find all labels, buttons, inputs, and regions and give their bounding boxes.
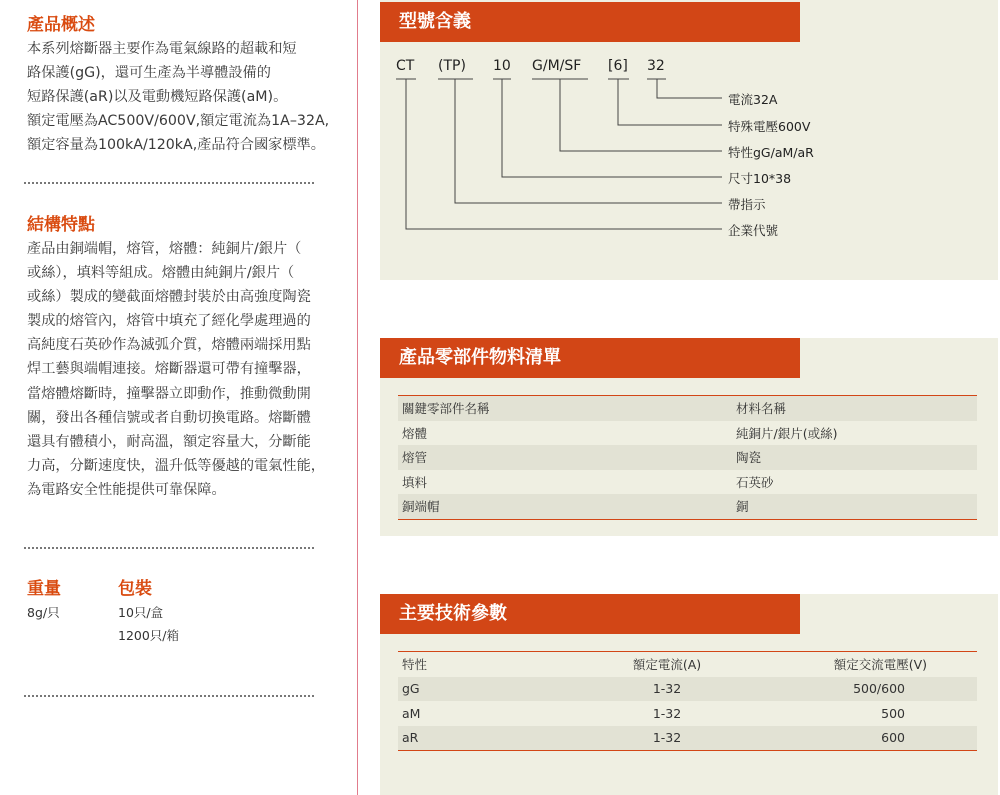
specs-table	[398, 651, 977, 751]
model-meaning: 電流32A	[728, 92, 778, 107]
structure-text	[27, 237, 327, 502]
overview-line: 額定容量為100kA/120kA,產品符合國家標準。	[27, 137, 325, 154]
structure-line: 當熔體熔斷時，撞擊器立即動作，推動微動開	[27, 385, 311, 402]
table-cell: aM	[402, 705, 421, 721]
table-cell: 銅端帽	[398, 494, 732, 519]
left-column	[0, 0, 358, 795]
model-diagram-lines	[380, 0, 998, 280]
dotted-divider	[24, 547, 314, 549]
structure-line: 關，發出各種信號或者自動切換電路。熔斷體	[27, 409, 311, 426]
model-panel	[380, 0, 998, 280]
bom-banner: 產品零部件物料清單	[380, 338, 800, 378]
bom-panel	[380, 338, 998, 536]
model-segment: 32	[647, 58, 665, 74]
table-row	[398, 701, 977, 726]
structure-line: 還具有體積小，耐高溫，額定容量大，分斷能	[27, 433, 311, 450]
overview-line: 本系列熔斷器主要作為電氣線路的超載和短	[27, 41, 297, 57]
table-row	[398, 421, 977, 446]
model-meaning: 帶指示	[728, 197, 766, 212]
table-row	[398, 494, 977, 519]
structure-line: 或絲）製成的變截面熔體封裝於由高強度陶瓷	[27, 289, 311, 306]
structure-line: 製成的熔管內，熔管中填充了經化學處理過的	[27, 313, 311, 330]
packing-value: 1200只/箱	[118, 628, 180, 643]
structure-line: 為電路安全性能提供可靠保障。	[27, 481, 226, 498]
overview-line: 短路保護(aR)以及電動機短路保護(aM)。	[27, 89, 288, 106]
table-row	[398, 677, 977, 702]
table-cell: 銅	[732, 494, 977, 519]
overview-line: 路保護(gG)，還可生產為半導體設備的	[27, 65, 271, 82]
table-header: 材料名稱	[732, 396, 977, 421]
structure-line: 高純度石英砂作為滅弧介質，熔體兩端採用點	[27, 337, 311, 354]
table-header-row	[398, 396, 977, 421]
overview-text	[27, 37, 330, 157]
table-cell: 1-32	[592, 726, 742, 751]
model-segment: CT	[396, 58, 415, 74]
table-cell: 熔體	[402, 425, 428, 441]
overview-line: 額定電壓為AC500V/600V,額定電流為1A–32A,	[27, 113, 330, 130]
bom-table	[398, 395, 977, 520]
weight-value: 8g/只	[27, 605, 60, 620]
model-segment: 10	[493, 58, 511, 74]
packing-title: 包裝	[118, 579, 152, 599]
dotted-divider	[24, 695, 314, 697]
table-cell: 填料	[402, 474, 428, 490]
table-cell: 500/600	[742, 677, 977, 702]
specs-banner: 主要技術參數	[380, 594, 800, 634]
table-cell: 石英砂	[736, 474, 774, 490]
table-cell: 1-32	[652, 705, 682, 721]
table-cell: gG	[398, 677, 592, 702]
table-header: 額定電流(A)	[592, 652, 742, 677]
table-cell: 熔管	[398, 445, 732, 470]
table-cell: 1-32	[592, 677, 742, 702]
overview-title: 產品概述	[27, 15, 95, 35]
model-segment: (TP)	[438, 58, 466, 74]
table-cell: aR	[398, 726, 592, 751]
dotted-divider	[24, 182, 314, 184]
model-meaning: 企業代號	[728, 223, 779, 238]
packing-value: 10只/盒	[118, 605, 164, 620]
table-cell: 500	[881, 705, 905, 721]
specs-panel	[380, 594, 998, 795]
model-banner: 型號含義	[380, 2, 800, 42]
structure-line: 或絲），填料等組成。熔體由純銅片/銀片（	[27, 265, 295, 282]
weight-title: 重量	[27, 579, 61, 599]
table-header: 特性	[398, 652, 592, 677]
table-cell: 600	[742, 726, 977, 751]
table-row	[398, 445, 977, 470]
model-meaning: 特殊電壓600V	[728, 119, 811, 134]
model-meaning: 特性gG/aM/aR	[728, 145, 814, 160]
table-row	[398, 726, 977, 751]
model-segment: G/M/SF	[532, 58, 582, 74]
table-header: 關鍵零部件名稱	[398, 396, 732, 421]
table-header-row	[398, 652, 977, 677]
column-divider	[357, 0, 358, 795]
table-cell: 純銅片/銀片(或絲)	[736, 425, 838, 441]
model-segment: [6]	[608, 58, 628, 74]
table-header: 額定交流電壓(V)	[742, 652, 977, 677]
right-column	[380, 0, 1000, 795]
structure-title: 結構特點	[27, 215, 95, 235]
structure-line: 產品由銅端帽，熔管，熔體：純銅片/銀片（	[27, 241, 302, 257]
table-row	[398, 470, 977, 495]
table-cell: 陶瓷	[732, 445, 977, 470]
structure-line: 焊工藝與端帽連接。熔斷器還可帶有撞擊器，	[27, 361, 311, 378]
structure-line: 力高，分斷速度快，溫升低等優越的電氣性能，	[27, 457, 325, 474]
model-meaning: 尺寸10*38	[728, 171, 792, 186]
